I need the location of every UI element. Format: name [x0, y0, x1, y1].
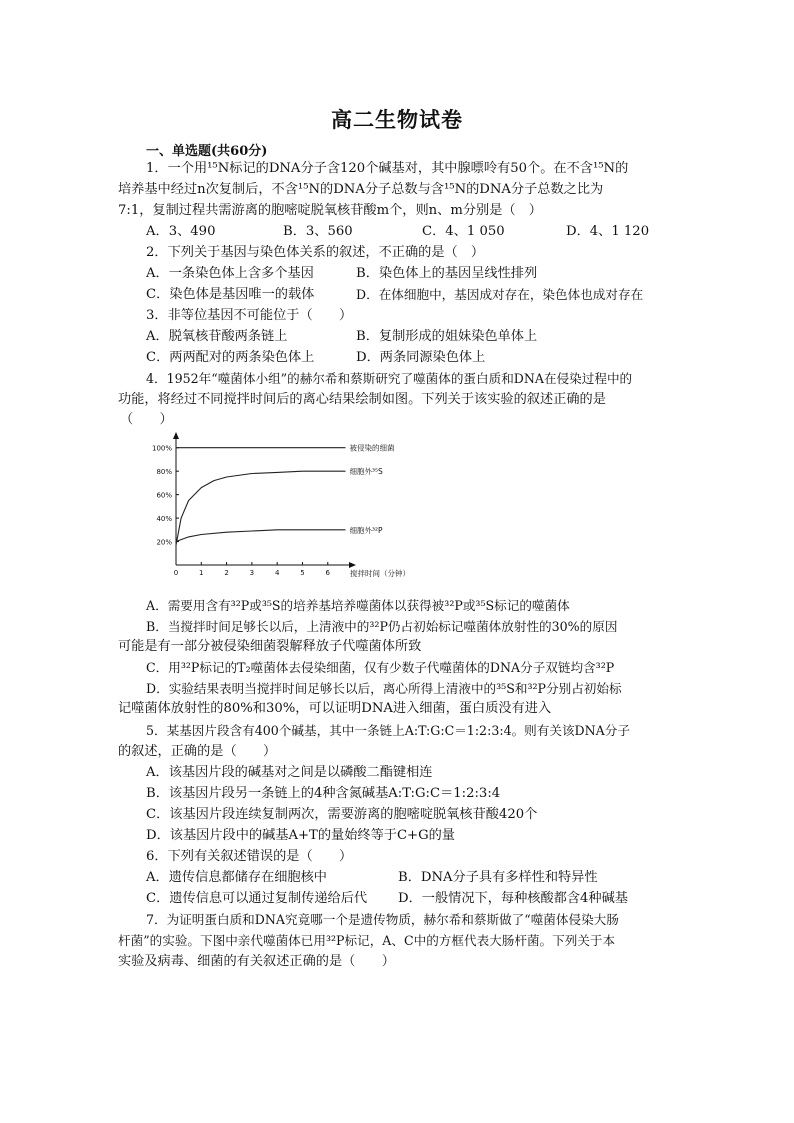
page-title: 高二生物试卷 [331, 107, 463, 132]
y-tick-label: 80% [156, 468, 172, 477]
q3-option-c: C．两两配对的两条染色体上 [146, 350, 315, 365]
q4-stem-line2: 功能，将经过不同搅拌时间后的离心结果绘制如图。下列关于该实验的叙述正确的是 [118, 392, 606, 407]
y-tick-label: 20% [156, 538, 172, 547]
q1-option-c: C．4、1 050 [422, 224, 505, 239]
q4-option-d-line2: 记噬菌体放射性的80%和30%，可以证明DNA进入细菌，蛋白质没有进入 [118, 701, 552, 716]
q3-stem: 3．非等位基因不可能位于（ ） [146, 308, 353, 323]
q1-option-a: A．3、490 [146, 224, 216, 239]
q1-stem-line2: 培养基中经过n次复制后，不含¹⁵N的DNA分子总数与含¹⁵N的DNA分子总数之比为 [118, 182, 604, 197]
section-heading: 一、单选题(共60分) [146, 144, 268, 159]
x-tick-label: 0 [173, 569, 179, 577]
x-tick-label: 5 [300, 569, 305, 577]
series-infected-bacteria-label: 被侵染的细菌 [349, 443, 395, 453]
q7-stem-line2: 杆菌”的实验。下图中亲代噬菌体已用³²P标记，A、C中的方框代表大肠杆菌。下列关于本 [118, 933, 616, 948]
q6-stem: 6．下列有关叙述错误的是（ ） [146, 849, 353, 864]
centrifuge-line-chart [140, 430, 440, 580]
q5-stem-line1: 5．某基因片段含有400个碱基，其中一条链上A:T:G:C＝1:2:3:4。则有关该DNA分子 [146, 723, 630, 738]
q4-stem-line1: 4．1952年“噬菌体小组”的赫尔希和蔡斯研究了噬菌体的蛋白质和DNA在侵染过程中的 [146, 371, 633, 386]
q1-option-d: D．4、1 120 [566, 224, 650, 239]
y-tick-label: 60% [156, 491, 172, 500]
q1-option-b: B．3、560 [283, 224, 353, 239]
q5-option-b: B．该基因片段另一条链上的4种含氮碱基A:T:G:C＝1:2:3:4 [146, 786, 501, 801]
q3-option-b: B．复制形成的姐妹染色单体上 [356, 329, 538, 344]
q4-option-d-line1: D．实验结果表明当搅拌时间足够长以后，离心所得上清液中的³⁵S和³²P分别占初始标 [146, 681, 622, 696]
q5-option-a: A．该基因片段的碱基对之间是以磷酸二酯键相连 [146, 765, 433, 780]
q4-option-b-line1: B．当搅拌时间足够长以后，上清液中的³²P仍占初始标记噬菌体放射性的30%的原因 [146, 619, 618, 634]
x-tick-label: 2 [224, 569, 229, 577]
q4-option-a: A．需要用含有³²P或³⁵S的培养基培养噬菌体以获得被³²P或³⁵S标记的噬菌体 [146, 598, 570, 613]
q4-stem-line3: （ ） [120, 412, 173, 427]
y-axis-arrow [173, 432, 179, 439]
series-extracellular-35s-label: 细胞外³⁵S [349, 467, 383, 477]
x-tick-label: 1 [199, 569, 204, 577]
q2-option-d: D．在体细胞中，基因成对存在，染色体也成对存在 [356, 287, 644, 302]
series-extracellular-32p-label: 细胞外³²P [349, 525, 383, 535]
q5-option-c: C．该基因片段连续复制两次，需要游离的胞嘧啶脱氧核苷酸420个 [146, 807, 538, 822]
q7-stem-line1: 7．为证明蛋白质和DNA究竟哪一个是遗传物质，赫尔希和蔡斯做了“噬菌体侵染大肠 [146, 912, 619, 927]
q2-option-a: A．一条染色体上含多个基因 [146, 266, 314, 281]
x-axis-arrow [349, 562, 356, 568]
q4-option-c: C．用³²P标记的T₂噬菌体去侵染细菌，仅有少数子代噬菌体的DNA分子双链均含³²P [146, 660, 615, 675]
x-axis-label: 搅拌时间（分钟） [350, 569, 410, 578]
q5-stem-line2: 的叙述，正确的是（ ） [118, 744, 277, 759]
q6-option-c: C．遗传信息可以通过复制传递给后代 [146, 891, 368, 906]
x-tick-label: 4 [274, 569, 280, 577]
q2-stem: 2．下列关于基因与染色体关系的叙述，不正确的是（ ） [146, 245, 485, 260]
y-tick-label: 100% [151, 444, 172, 453]
q6-option-b: B．DNA分子具有多样性和特异性 [398, 870, 598, 885]
x-tick-label: 6 [325, 569, 330, 577]
q2-option-c: C．染色体是基因唯一的载体 [146, 287, 315, 302]
q3-option-a: A．脱氧核苷酸两条链上 [146, 329, 288, 344]
y-tick-label: 40% [156, 515, 172, 524]
q6-option-a: A．遗传信息都储存在细胞核中 [146, 870, 327, 885]
q6-option-d: D．一般情况下，每种核酸都含4种碱基 [398, 891, 628, 906]
q3-option-d: D．两条同源染色体上 [356, 350, 486, 365]
q7-stem-line3: 实验及病毒、细菌的有关叙述正确的是（ ） [118, 954, 395, 969]
q4-option-b-line2: 可能是有一部分被侵染细菌裂解释放子代噬菌体所致 [118, 639, 422, 654]
q1-stem-line3: 7:1，复制过程共需游离的胞嘧啶脱氧核苷酸m个，则n、m分别是（ ） [118, 203, 542, 218]
q5-option-d: D．该基因片段中的碱基A+T的量始终等于C+G的量 [146, 828, 455, 843]
series-extracellular-32p-line [176, 530, 346, 542]
x-tick-label: 3 [249, 569, 255, 577]
q1-stem-line1: 1．一个用¹⁵N标记的DNA分子含120个碱基对，其中腺嘌呤有50个。在不含¹⁵N的 [146, 161, 629, 176]
q2-option-b: B．染色体上的基因呈线性排列 [356, 266, 538, 281]
